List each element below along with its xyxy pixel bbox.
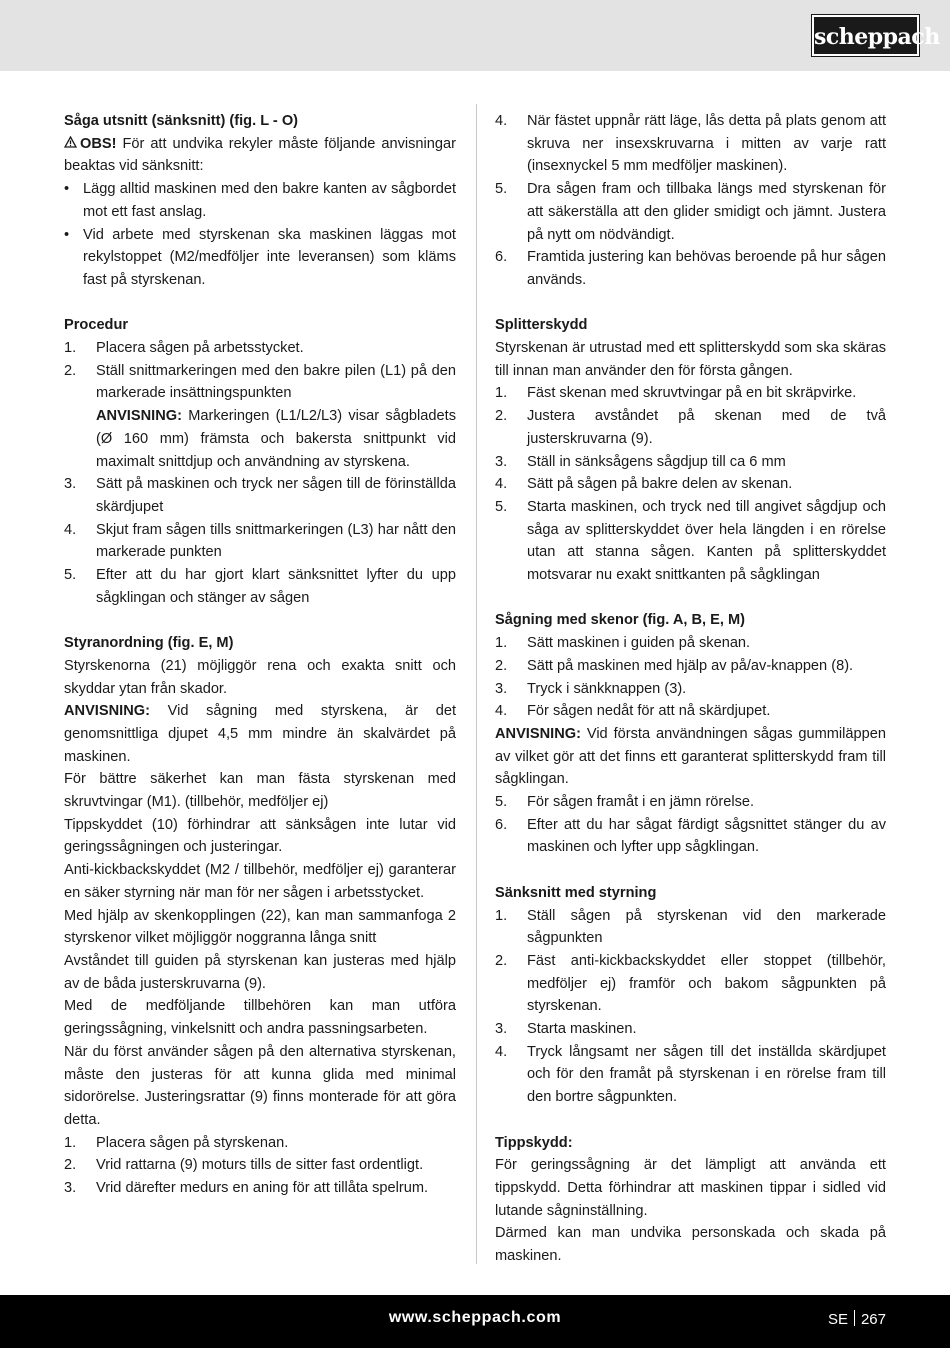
splinter-list [495, 382, 886, 586]
section-title-plunge-with-guide: Sänksnitt med styrning [495, 884, 657, 901]
list-item: 1. Placera sågen på styrskenan. [64, 1134, 289, 1151]
paragraph: När du först använder sågen på den alternativa styrskenan, måste den justeras för att kunna glida med minimal sidorörelse. Justeringsrattar (9) finns monterade för att göra detta. [64, 1043, 456, 1128]
paragraph: Anti-kickbackskyddet (M2 / tillbehör, medföljer ej) garanterar en säker styrning när man för ner sågen i arbetsstycket. [64, 862, 456, 901]
paragraph: Styrskenorna (21) möjliggör rena och exakta snitt och skyddar ytan från skador. [64, 657, 456, 697]
list-item: 5. För sågen framåt i en jämn rörelse. [495, 794, 755, 811]
page-indicator [828, 1310, 886, 1328]
left-column [64, 110, 456, 1200]
sawing-list [495, 632, 886, 723]
list-item: 2. Ställ snittmarkeringen med den bakre pilen (L1) på den markerade insättningspunkten ANVISNING: Markeringen (L1/L2/L3) visar sågbladets (Ø 160 mm) främsta och bakersta snittpunkt vid maximalt snittdjup och användning av styrskena. [64, 360, 456, 474]
list-item: 3. Tryck i sänkknappen (3). [495, 680, 687, 697]
note-paragraph: ANVISNING: Vid sågning med styrskena, är det genomsnittliga djupet 4,5 mm mindre än skalvärdet på maskinen. [64, 703, 456, 765]
right-column [495, 110, 886, 1268]
warning-label: OBS! [80, 135, 117, 152]
list-item: 4. För sågen nedåt för att nå skärdjupet. [495, 703, 771, 720]
note-paragraph: ANVISNING: Vid första användningen sågas gummiläppen av vilket gör att det finns ett garanterat splitterskydd fram till sågklingan. [495, 725, 886, 788]
list-item: 6. Efter att du har sågat färdigt sågsnittet stänger du av maskinen och lyfter upp sågklingan. [495, 816, 886, 856]
list-item: 1. Sätt maskinen i guiden på skenan. [495, 635, 751, 652]
page-number: 267 [860, 1311, 886, 1328]
paragraph: Tippskyddet (10) förhindrar att sänksågen inte lutar vid geringssågningen och justeringar. [64, 816, 456, 856]
list-item: 2. Fäst anti-kickbackskyddet eller stoppet (tillbehör, medföljer ej) framför och bakom sågpunkten på styrskenan. [495, 952, 886, 1015]
column-divider [476, 104, 477, 1264]
list-item: 2. Vrid rattarna (9) moturs tills de sitter fast ordentligt. [64, 1157, 424, 1174]
paragraph: Med hjälp av skenkopplingen (22), kan man sammanfoga 2 styrskenor vilket möjliggör noggranna långa snitt [64, 907, 456, 947]
list-item: 2. Justera avståndet på skenan med de två justerskruvarna (9). [495, 408, 886, 447]
page-footer [0, 1295, 950, 1348]
list-item: 1. Placera sågen på arbetsstycket. [64, 340, 304, 357]
section-title-procedure: Procedur [64, 317, 129, 334]
section-title-guide-rail: Styranordning (fig. E, M) [64, 635, 234, 652]
list-item: 5. Starta maskinen, och tryck ned till angivet sågdjup och såga av splitterskyddet över hela längden i en rörelse utan att stanna sågen. Kanten på splitterskyddet motsvarar nu exakt snittkanten på sågklingan [495, 498, 886, 584]
bullet-item: • Vid arbete med styrskenan ska maskinen läggas mot rekylstoppet (M2/medföljer inte leveransen) som kläms fast på styrskenan. [64, 224, 456, 292]
paragraph: Avståndet till guiden på styrskenan kan justeras med hjälp av de båda justerskruvarna (9). [64, 952, 456, 992]
paragraph: Styrskenan är utrustad med ett splitterskydd som ska skäras till innan man använder den för första gången. [495, 340, 886, 379]
section-title-tip-guard: Tippskydd: [495, 1134, 573, 1151]
list-item: 1. Fäst skenan med skruvtvingar på en bit skräpvirke. [495, 385, 857, 402]
sawing-list-continued [495, 791, 886, 859]
list-item: 3. Starta maskinen. [495, 1021, 637, 1038]
warning-text: För att undvika rekyler måste följande anvisningar beaktas vid sänksnitt: [64, 135, 456, 175]
website-link[interactable]: www.scheppach.com [388, 1309, 562, 1326]
list-item: 3. Ställ in sänksågens sågdjup till ca 6 mm [495, 453, 786, 470]
guide-rail-list [64, 1132, 456, 1200]
list-item: 5. Dra sågen fram och tillbaka längs med styrskenan för att säkerställa att den glider smidigt och jämnt. Justera på nytt om nödvändigt. [495, 181, 886, 243]
list-item: 2. Sätt på maskinen med hjälp av på/av-knappen (8). [495, 657, 854, 674]
section-title-sawing-with-rails: Sågning med skenor (fig. A, B, E, M) [495, 612, 746, 629]
procedure-note: ANVISNING: Markeringen (L1/L2/L3) visar sågbladets (Ø 160 mm) främsta och bakersta snittpunkt vid maximalt snittdjup och användning av styrskena. [96, 408, 456, 470]
bullet-item: • Lägg alltid maskinen med den bakre kanten av sågbordet mot ett fast anslag. [64, 178, 456, 223]
list-item: 4. Tryck långsamt ner sågen till det inställda skärdjupet och för den framåt på styrskenan i en rörelse fram till den bortre sågpunkten. [495, 1043, 886, 1106]
paragraph: Med de medföljande tillbehören kan man utföra geringssågning, vinkelsnitt och andra passningsarbeten. [64, 998, 456, 1038]
section-title-splinter-guard: Splitterskydd [495, 317, 588, 334]
list-item: 5. Efter att du har gjort klart sänksnittet lyfter du upp sågklingan och stänger av sågen [64, 567, 456, 606]
list-item: 4. Skjut fram sågen tills snittmarkeringen (L3) har nått den markerade punkten [64, 521, 456, 561]
bullet-list [64, 178, 456, 292]
paragraph: Därmed kan man undvika personskada och skada på maskinen. [495, 1225, 886, 1265]
warning-triangle-icon [64, 133, 80, 156]
list-item: 3. Sätt på maskinen och tryck ner sågen till de förinställda skärdjupet [64, 476, 456, 515]
separator [854, 1310, 855, 1326]
continued-list [495, 110, 886, 292]
plunge-guide-list [495, 905, 886, 1109]
list-item: 4. Sätt på sågen på bakre delen av skenan. [495, 476, 793, 493]
procedure-list [64, 337, 456, 609]
list-item: 1. Ställ sågen på styrskenan vid den markerade sågpunkten [495, 907, 886, 947]
page-header [0, 0, 950, 71]
scheppach-logo: scheppach [812, 15, 919, 56]
list-item: 6. Framtida justering kan behövas beroende på hur sågen används. [495, 249, 886, 288]
section-title-plunge-cut: Såga utsnitt (sänksnitt) (fig. L - O) [64, 113, 299, 129]
paragraph: För geringssågning är det lämpligt att använda ett tippskydd. Detta förhindrar att maskinen tippar i sidled vid lutande sågninställning. [495, 1157, 886, 1219]
list-item: 4. När fästet uppnår rätt läge, lås detta på plats genom att skruva ner insexskruvarna i mitten av varje ratt (insexnyckel 5 mm medföljer maskinen). [495, 113, 886, 175]
language-code: SE [827, 1311, 848, 1328]
list-item: 3. Vrid därefter medurs en aning för att tillåta spelrum. [64, 1180, 429, 1197]
warning-paragraph [64, 133, 456, 178]
paragraph: För bättre säkerhet kan man fästa styrskenan med skruvtvingar (M1). (tillbehör, medföljer ej) [64, 771, 456, 811]
